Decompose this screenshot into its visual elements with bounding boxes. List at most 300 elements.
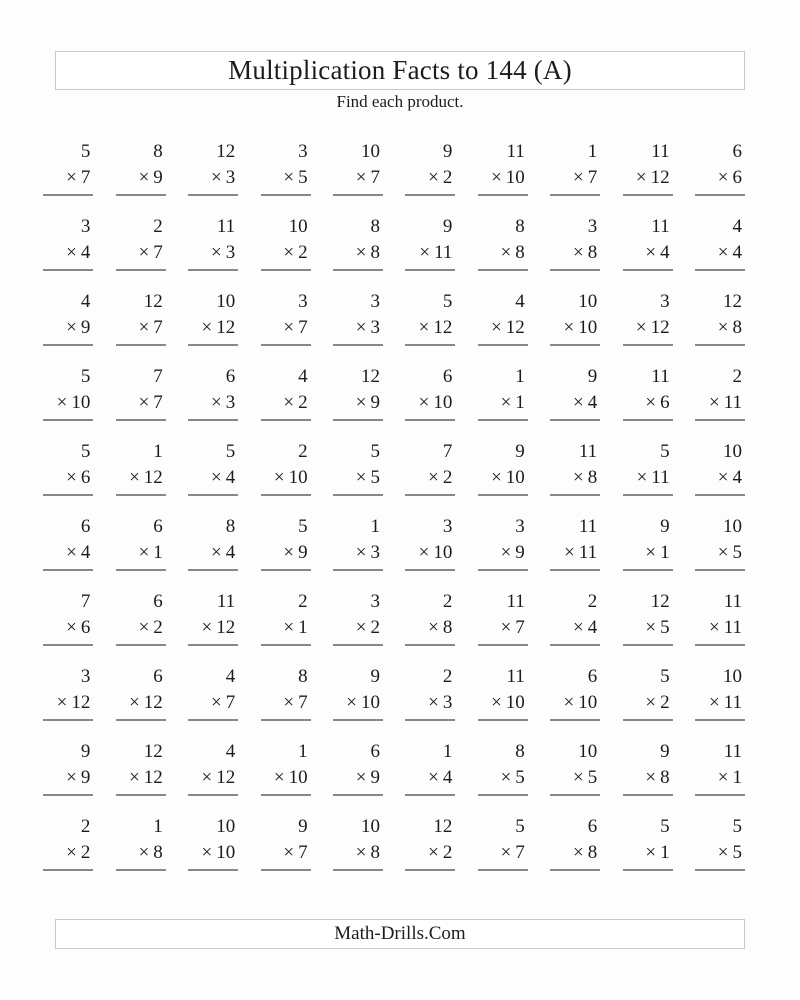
multiply-sign: × [645, 242, 657, 263]
multiply-sign: × [428, 692, 439, 713]
problem-cell [623, 514, 673, 571]
multiplicand: 9 [515, 441, 525, 462]
problem-cell [623, 664, 673, 721]
problem-cell [116, 289, 166, 346]
multiplicand: 3 [298, 291, 308, 312]
multiplier: 7 [153, 392, 163, 413]
multiplier: 9 [80, 767, 91, 788]
multiplicand: 5 [442, 291, 453, 312]
multiplicand: 8 [370, 216, 380, 237]
multiplier-line [116, 465, 166, 491]
multiply-sign: × [572, 167, 584, 188]
multiplier: 5 [732, 542, 742, 563]
multiplicand: 2 [732, 366, 742, 387]
multiplier-line [261, 540, 311, 566]
problem-cell [405, 289, 455, 346]
multiplier: 8 [153, 842, 163, 863]
multiplicand: 11 [216, 591, 236, 612]
multiply-sign: × [418, 317, 430, 338]
multiplier-line [478, 615, 528, 641]
multiply-sign: × [645, 767, 657, 788]
multiplier: 10 [71, 392, 91, 413]
multiplicand: 10 [723, 516, 742, 537]
multiplier: 2 [442, 467, 453, 488]
multiplier: 1 [298, 617, 308, 638]
multiply-sign: × [346, 692, 357, 713]
multiplier: 8 [587, 467, 598, 488]
multiplier: 2 [298, 242, 308, 263]
problem-cell [333, 439, 383, 496]
multiplier: 4 [225, 467, 236, 488]
multiplier: 12 [143, 692, 163, 713]
multiply-sign: × [717, 542, 729, 563]
multiplicand: 5 [298, 516, 308, 537]
multiplier: 9 [515, 542, 525, 563]
problem-cell [623, 214, 673, 271]
multiplicand: 8 [515, 741, 525, 762]
multiply-sign: × [645, 692, 657, 713]
problem-cell [188, 364, 238, 421]
multiplier: 12 [71, 692, 91, 713]
multiplicand: 5 [660, 816, 670, 837]
multiplicand: 11 [651, 366, 670, 387]
multiplier-line [405, 240, 455, 266]
multiply-sign: × [635, 317, 647, 338]
multiply-sign: × [56, 392, 68, 413]
multiplicand: 6 [153, 516, 163, 537]
multiplier-line [188, 615, 238, 641]
problem-cell [261, 214, 311, 271]
multiplicand: 3 [442, 516, 453, 537]
problem-cell [188, 664, 238, 721]
multiplier-line [43, 465, 93, 491]
multiplicand: 5 [732, 816, 742, 837]
multiplier-line [695, 690, 745, 716]
problem-cell [116, 664, 166, 721]
multiplier: 2 [80, 842, 91, 863]
multiply-sign: × [491, 317, 502, 338]
multiplier: 5 [587, 767, 598, 788]
multiplier-line [550, 390, 600, 416]
multiplier: 2 [298, 392, 308, 413]
multiply-sign: × [418, 392, 430, 413]
multiplier: 7 [298, 317, 308, 338]
multiply-sign: × [129, 467, 140, 488]
problem-cell [261, 139, 311, 196]
problem-cell [261, 514, 311, 571]
problem-cell [695, 739, 745, 796]
problem-cell [43, 739, 93, 796]
multiplier-line [261, 615, 311, 641]
multiplier: 7 [515, 617, 525, 638]
problem-cell [116, 589, 166, 646]
multiplicand: 4 [732, 216, 742, 237]
multiplier-line [188, 390, 238, 416]
multiplier: 8 [587, 842, 598, 863]
multiply-sign: × [428, 842, 439, 863]
multiplicand: 2 [153, 216, 163, 237]
problem-cell [405, 514, 455, 571]
problem-cell [188, 739, 238, 796]
multiplier-line [695, 315, 745, 341]
problem-cell [695, 139, 745, 196]
multiply-sign: × [138, 542, 150, 563]
multiplicand: 8 [225, 516, 236, 537]
multiplier-line [478, 765, 528, 791]
multiply-sign: × [283, 392, 295, 413]
multiply-sign: × [355, 842, 367, 863]
multiplicand: 8 [298, 666, 308, 687]
multiplier: 4 [587, 392, 598, 413]
multiplier: 1 [732, 767, 742, 788]
multiplier-line [623, 465, 673, 491]
multiplicand: 6 [153, 666, 163, 687]
multiplier: 3 [370, 317, 380, 338]
multiply-sign: × [355, 542, 367, 563]
multiplier: 4 [660, 242, 670, 263]
multiplier-line [261, 315, 311, 341]
problem-cell [695, 514, 745, 571]
multiply-sign: × [636, 467, 648, 488]
problem-cell [550, 664, 600, 721]
problem-cell [550, 814, 600, 871]
problem-cell [695, 289, 745, 346]
multiplier: 6 [80, 467, 91, 488]
multiplier-line [333, 465, 383, 491]
multiplier-line [188, 690, 238, 716]
multiplier-line [478, 390, 528, 416]
multiplier: 4 [80, 242, 91, 263]
multiplier-line [478, 165, 528, 191]
multiplicand: 9 [660, 516, 670, 537]
multiply-sign: × [138, 842, 150, 863]
multiplicand: 10 [216, 816, 236, 837]
multiplier: 4 [587, 617, 598, 638]
multiplier-line [623, 540, 673, 566]
multiplier: 3 [225, 242, 236, 263]
multiplier: 11 [651, 467, 670, 488]
multiply-sign: × [500, 392, 512, 413]
multiplier: 5 [660, 617, 670, 638]
multiplicand: 6 [587, 816, 598, 837]
problem-cell [623, 814, 673, 871]
problem-cell [43, 514, 93, 571]
multiply-sign: × [572, 842, 584, 863]
multiply-sign: × [138, 392, 150, 413]
multiplier: 8 [732, 317, 742, 338]
multiplier-line [43, 165, 93, 191]
multiplier-line [695, 840, 745, 866]
problem-cell [116, 814, 166, 871]
multiply-sign: × [138, 317, 150, 338]
multiply-sign: × [283, 842, 295, 863]
multiplicand: 12 [143, 741, 163, 762]
multiplicand: 11 [506, 141, 525, 162]
multiplicand: 3 [660, 291, 670, 312]
problem-cell [478, 589, 528, 646]
problem-cell [333, 589, 383, 646]
multiply-sign: × [428, 767, 439, 788]
multiply-sign: × [500, 842, 512, 863]
multiplicand: 1 [515, 366, 525, 387]
multiply-sign: × [201, 617, 213, 638]
multiplier-line [333, 165, 383, 191]
multiplier: 8 [515, 242, 525, 263]
multiplicand: 2 [442, 666, 453, 687]
multiply-sign: × [717, 167, 729, 188]
multiply-sign: × [572, 392, 584, 413]
multiplicand: 10 [723, 666, 742, 687]
multiply-sign: × [564, 542, 575, 563]
problem-cell [188, 214, 238, 271]
problem-cell [43, 664, 93, 721]
multiplier: 10 [361, 692, 380, 713]
problem-cell [261, 589, 311, 646]
footer-site-name: Math-Drills.Com [334, 923, 466, 944]
multiplicand: 6 [732, 141, 742, 162]
multiplicand: 10 [216, 291, 236, 312]
multiplier-line [695, 390, 745, 416]
multiply-sign: × [645, 542, 657, 563]
multiply-sign: × [129, 767, 140, 788]
multiplier: 10 [505, 167, 525, 188]
multiply-sign: × [66, 242, 77, 263]
multiplier-line [623, 765, 673, 791]
multiplier-line [623, 615, 673, 641]
multiplier-line [550, 615, 600, 641]
multiplier: 10 [216, 842, 236, 863]
multiplicand: 5 [80, 141, 91, 162]
multiplicand: 9 [298, 816, 308, 837]
problem-cell [550, 214, 600, 271]
problem-cell [405, 589, 455, 646]
multiplicand: 6 [587, 666, 598, 687]
multiplier: 11 [723, 692, 742, 713]
multiply-sign: × [491, 692, 502, 713]
multiplicand: 1 [370, 516, 380, 537]
multiply-sign: × [66, 467, 77, 488]
page-title: Multiplication Facts to 144 (A) [228, 55, 572, 85]
problem-cell [188, 514, 238, 571]
multiplicand: 11 [723, 741, 742, 762]
multiply-sign: × [708, 692, 720, 713]
multiply-sign: × [66, 767, 77, 788]
multiplier: 12 [433, 317, 453, 338]
footer-box [55, 919, 745, 949]
problem-cell [623, 739, 673, 796]
problem-cell [188, 589, 238, 646]
multiplicand: 2 [298, 591, 308, 612]
multiplier: 7 [370, 167, 380, 188]
multiply-sign: × [210, 542, 222, 563]
problem-cell [405, 139, 455, 196]
multiplier: 7 [153, 317, 163, 338]
problem-cell [333, 139, 383, 196]
multiply-sign: × [138, 617, 150, 638]
multiplier: 7 [298, 692, 308, 713]
problems-grid [25, 139, 749, 889]
multiplier: 5 [298, 167, 308, 188]
problem-cell [333, 214, 383, 271]
multiply-sign: × [283, 617, 295, 638]
multiply-sign: × [210, 692, 222, 713]
multiplier: 4 [442, 767, 453, 788]
multiplier-line [261, 690, 311, 716]
problem-cell [405, 364, 455, 421]
problem-cell [43, 289, 93, 346]
multiply-sign: × [210, 242, 222, 263]
multiplier-line [188, 315, 238, 341]
multiply-sign: × [138, 167, 150, 188]
multiply-sign: × [283, 542, 295, 563]
multiplier: 10 [288, 767, 308, 788]
multiply-sign: × [66, 842, 77, 863]
multiplier: 5 [370, 467, 380, 488]
multiply-sign: × [572, 767, 584, 788]
multiplicand: 2 [80, 816, 91, 837]
multiplicand: 11 [216, 216, 236, 237]
multiplicand: 5 [660, 441, 670, 462]
multiplier-line [43, 390, 93, 416]
multiplier: 7 [587, 167, 598, 188]
multiplier-line [550, 315, 600, 341]
multiplier: 10 [288, 467, 308, 488]
multiplier-line [405, 390, 455, 416]
problem-cell [43, 814, 93, 871]
multiplier: 10 [505, 692, 525, 713]
problem-cell [478, 139, 528, 196]
multiplier-line [478, 240, 528, 266]
multiply-sign: × [717, 467, 729, 488]
multiplier: 1 [153, 542, 163, 563]
multiply-sign: × [355, 617, 367, 638]
multiplier-line [43, 615, 93, 641]
multiplier-line [695, 465, 745, 491]
multiplier-line [188, 165, 238, 191]
multiplier: 4 [80, 542, 91, 563]
multiply-sign: × [129, 692, 140, 713]
multiply-sign: × [273, 467, 285, 488]
multiplicand: 5 [80, 366, 91, 387]
multiply-sign: × [645, 842, 657, 863]
multiplier-line [478, 465, 528, 491]
multiply-sign: × [572, 467, 584, 488]
multiply-sign: × [500, 617, 512, 638]
multiplicand: 9 [442, 141, 453, 162]
multiplier-line [116, 315, 166, 341]
multiplier: 3 [442, 692, 453, 713]
multiply-sign: × [66, 617, 77, 638]
multiply-sign: × [563, 692, 575, 713]
multiplicand: 12 [433, 816, 453, 837]
multiply-sign: × [419, 242, 431, 263]
problem-cell [550, 514, 600, 571]
problem-cell [261, 739, 311, 796]
multiplier-line [261, 765, 311, 791]
problem-cell [405, 814, 455, 871]
multiplier: 10 [578, 317, 598, 338]
multiplicand: 2 [298, 441, 308, 462]
multiplier: 5 [732, 842, 742, 863]
multiplier-line [261, 240, 311, 266]
problem-cell [478, 439, 528, 496]
multiplier-line [405, 540, 455, 566]
multiply-sign: × [428, 617, 439, 638]
multiplier-line [116, 240, 166, 266]
multiplier: 8 [587, 242, 598, 263]
multiplicand: 11 [651, 216, 670, 237]
problem-cell [478, 289, 528, 346]
problem-cell [188, 439, 238, 496]
multiplier-line [623, 165, 673, 191]
multiplicand: 4 [80, 291, 91, 312]
multiplier: 11 [723, 392, 742, 413]
multiplier-line [188, 540, 238, 566]
problem-cell [478, 664, 528, 721]
multiplicand: 3 [515, 516, 525, 537]
multiplicand: 1 [442, 741, 453, 762]
multiply-sign: × [500, 767, 512, 788]
multiplicand: 9 [370, 666, 380, 687]
multiplicand: 5 [370, 441, 380, 462]
multiply-sign: × [717, 317, 729, 338]
multiply-sign: × [355, 767, 367, 788]
multiplier-line [405, 315, 455, 341]
multiplier-line [550, 240, 600, 266]
multiplicand: 10 [361, 141, 380, 162]
multiply-sign: × [283, 317, 295, 338]
multiplier-line [478, 840, 528, 866]
problem-cell [188, 289, 238, 346]
multiplicand: 6 [442, 366, 453, 387]
problem-cell [261, 289, 311, 346]
multiplicand: 12 [650, 591, 670, 612]
problem-cell [405, 214, 455, 271]
multiplier: 8 [442, 617, 453, 638]
multiplicand: 10 [723, 441, 742, 462]
multiplicand: 5 [80, 441, 91, 462]
problem-cell [478, 364, 528, 421]
multiplicand: 6 [80, 516, 91, 537]
multiplier-line [550, 765, 600, 791]
multiply-sign: × [283, 167, 295, 188]
multiplier-line [695, 165, 745, 191]
multiplier: 12 [143, 767, 163, 788]
problem-cell [261, 364, 311, 421]
problem-cell [550, 289, 600, 346]
multiplier-line [116, 615, 166, 641]
multiplier-line [478, 690, 528, 716]
multiplier: 2 [442, 842, 453, 863]
problem-cell [623, 289, 673, 346]
problem-cell [478, 814, 528, 871]
multiplier: 12 [216, 617, 236, 638]
multiply-sign: × [500, 242, 512, 263]
multiplicand: 12 [723, 291, 742, 312]
multiplicand: 11 [578, 441, 598, 462]
multiply-sign: × [66, 167, 77, 188]
multiplier-line [405, 615, 455, 641]
problem-cell [261, 439, 311, 496]
multiplier: 7 [225, 692, 236, 713]
problem-cell [43, 214, 93, 271]
multiplicand: 9 [442, 216, 453, 237]
multiplicand: 12 [143, 291, 163, 312]
multiplier-line [188, 765, 238, 791]
multiply-sign: × [418, 542, 430, 563]
multiplier-line [116, 690, 166, 716]
multiplier: 7 [153, 242, 163, 263]
